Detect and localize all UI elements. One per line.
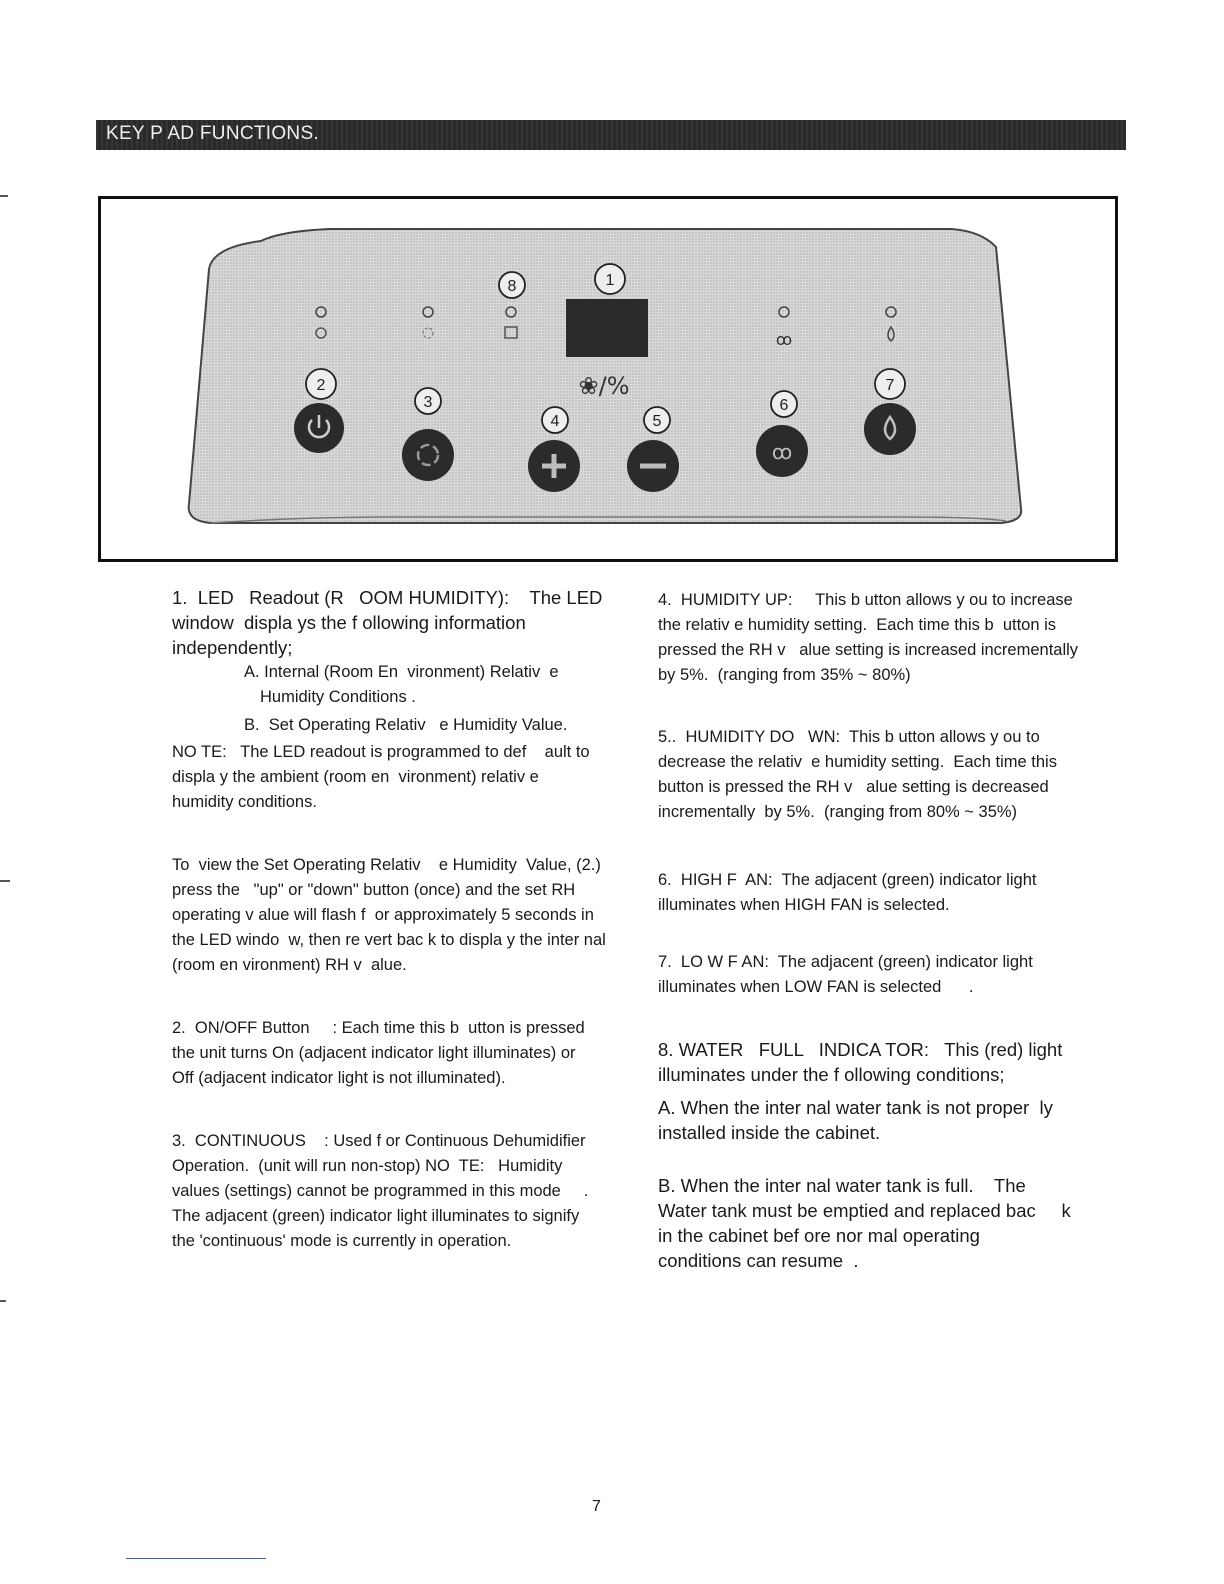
callout-3 [415, 388, 441, 414]
callout-2 [306, 369, 336, 399]
text-line: in the cabinet bef ore nor mal operating [658, 1225, 980, 1246]
svg-text:4: 4 [550, 413, 560, 430]
svg-text:ꝏ: ꝏ [775, 330, 793, 349]
callout-7 [875, 369, 905, 399]
text-line: 4. HUMIDITY UP: This b utton allows y ou to increase [658, 591, 1073, 609]
item-1-led-readout [172, 585, 612, 738]
item-4-humidity-up [658, 588, 1108, 688]
text-line: B. When the inter nal water tank is full. The [658, 1175, 1026, 1196]
high-fan-button[interactable] [756, 425, 808, 477]
text-line: NO TE: The LED readout is programmed to def ault to [172, 743, 590, 761]
text-line: conditions can resume . [658, 1250, 859, 1271]
text-line: Water tank must be emptied and replaced bac k [658, 1200, 1071, 1221]
keypad-panel-illustration [101, 199, 1115, 559]
text-line: values (settings) cannot be programmed in this mode . [172, 1182, 589, 1200]
page-number: 7 [592, 1498, 601, 1515]
scan-edge-mark [0, 880, 10, 882]
left-column [172, 585, 612, 1254]
text-line: the relativ e humidity setting. Each time this b utton is [658, 616, 1057, 634]
text-line: (room en vironment) RH v alue. [172, 956, 407, 974]
led-note [172, 740, 612, 815]
text-line: 8. WATER FULL INDICA TOR: This (red) light [658, 1039, 1063, 1060]
text-line: illuminates when LOW FAN is selected . [658, 978, 974, 996]
svg-text:1: 1 [605, 272, 615, 289]
item-2-on-off [172, 1016, 612, 1091]
text-line: To view the Set Operating Relativ e Humidity Value, (2.) [172, 856, 601, 874]
svg-text:3: 3 [423, 394, 433, 411]
text-line: B. Set Operating Relativ e Humidity Value. [244, 716, 568, 734]
text-line: 6. HIGH F AN: The adjacent (green) indicator light [658, 871, 1037, 889]
text-line: operating v alue will flash f or approximately 5 seconds in [172, 906, 594, 924]
text-line: 5.. HUMIDITY DO WN: This b utton allows y ou to [658, 728, 1040, 746]
text-line: Operation. (unit will run non-stop) NO TE: Humidity [172, 1157, 563, 1175]
svg-text:5: 5 [652, 413, 662, 430]
text-line: installed inside the cabinet. [658, 1122, 881, 1143]
text-line: Humidity Conditions . [260, 688, 416, 706]
text-line: humidity conditions. [172, 793, 317, 811]
text-line: Off (adjacent indicator light is not illuminated). [172, 1069, 506, 1087]
item-7-low-fan [658, 950, 1108, 1000]
text-line: the LED windo w, then re vert bac k to displa y the inter nal [172, 931, 606, 949]
text-line: incrementally by 5%. (ranging from 80% ~ 35%) [658, 803, 1018, 821]
callout-5 [644, 407, 670, 433]
section-title: KEY P AD FUNCTIONS. [106, 123, 319, 144]
text-line: pressed the RH v alue setting is increased incrementally [658, 641, 1079, 659]
item-5-humidity-down [658, 725, 1108, 825]
continuous-button[interactable] [402, 429, 454, 481]
svg-text:2: 2 [316, 377, 326, 394]
humidity-symbol: ❀/% [578, 372, 630, 400]
text-line: A. When the inter nal water tank is not proper ly [658, 1097, 1053, 1118]
text-line: displa y the ambient (room en vironment) relativ e [172, 768, 539, 786]
text-line: button is pressed the RH v alue setting is decreased [658, 778, 1049, 796]
text-line: window displa ys the f ollowing information [172, 612, 526, 633]
text-line: the unit turns On (adjacent indicator light illuminates) or [172, 1044, 576, 1062]
scan-edge-mark [0, 195, 8, 197]
text-line: the 'continuous' mode is currently in operation. [172, 1232, 512, 1250]
view-setting-paragraph [172, 853, 612, 978]
callout-8 [499, 272, 525, 298]
text-line: 3. CONTINUOUS : Used f or Continuous Dehumidifier [172, 1132, 586, 1150]
text-line: 1. LED Readout (R OOM HUMIDITY): The LED [172, 587, 603, 608]
low-fan-button[interactable] [864, 403, 916, 455]
svg-text:8: 8 [507, 278, 517, 295]
text-line: decrease the relativ e humidity setting. Each time this [658, 753, 1057, 771]
callout-6 [771, 391, 797, 417]
water-drops-icon: ꝏ [771, 440, 793, 464]
led-readout-window [566, 299, 648, 357]
keypad-illustration-frame [98, 196, 1118, 562]
svg-text:6: 6 [779, 397, 789, 414]
humidity-down-button[interactable] [627, 440, 679, 492]
text-line: A. Internal (Room En vironment) Relativ e [244, 663, 559, 681]
callout-4 [542, 407, 568, 433]
scan-edge-mark [0, 1300, 6, 1302]
footer-rule [126, 1558, 266, 1559]
item-8-water-full [658, 1037, 1108, 1273]
item-3-continuous [172, 1129, 612, 1254]
callout-1 [595, 264, 625, 294]
item-6-high-fan [658, 868, 1108, 918]
power-button[interactable] [294, 403, 344, 453]
humidity-up-button[interactable] [528, 440, 580, 492]
text-line: press the "up" or "down" button (once) and the set RH [172, 881, 576, 899]
svg-text:7: 7 [885, 377, 895, 394]
section-header-bar [96, 120, 1126, 150]
text-line: illuminates under the f ollowing conditions; [658, 1064, 1005, 1085]
text-line: 2. ON/OFF Button : Each time this b utton is pressed [172, 1019, 585, 1037]
text-line: independently; [172, 637, 293, 658]
text-line: 7. LO W F AN: The adjacent (green) indicator light [658, 953, 1033, 971]
text-line: The adjacent (green) indicator light illuminates to signify [172, 1207, 580, 1225]
text-line: by 5%. (ranging from 35% ~ 80%) [658, 666, 911, 684]
text-line: illuminates when HIGH FAN is selected. [658, 896, 950, 914]
right-column [658, 588, 1108, 1273]
